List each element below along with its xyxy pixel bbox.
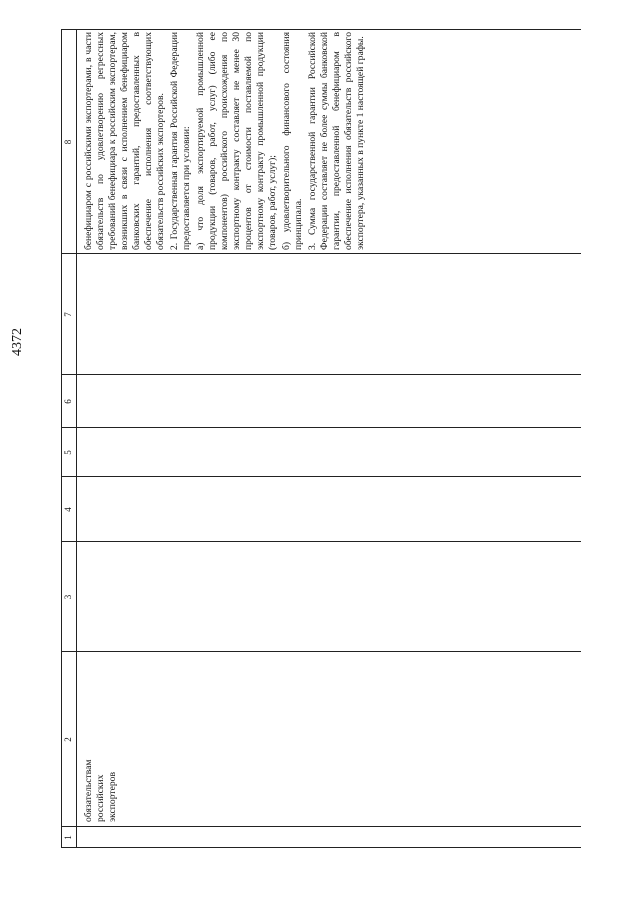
col8-text — [83, 32, 369, 250]
header-cell-3: 3 — [63, 594, 73, 600]
col-border-4 — [61, 541, 581, 542]
col-border-5 — [61, 476, 581, 477]
col8-paragraph: б) удовлетворительного финансового состояния принципала. — [281, 32, 304, 250]
rotated-table — [61, 30, 581, 848]
header-cell-5: 5 — [63, 450, 73, 455]
col-border-8 — [61, 253, 581, 254]
header-cell-1: 1 — [63, 835, 73, 840]
col2-text: обязательствам российских экспортеров — [83, 759, 118, 822]
header-cell-2: 2 — [63, 737, 73, 742]
col-border-1 — [61, 847, 581, 848]
col8-paragraph: 2. Государственная гарантия Российской Федерации предоставляется при условии: — [169, 32, 192, 250]
col-border-7 — [61, 374, 581, 375]
col8-paragraph: бенефициаром с российскими экспортерами, в части обязательств по удовлетворению регрессных требований бенефициара к российским экспортерам, возникших в связи с исполнением бенефициаром банковских гарантий, предоставленных в обеспечение исполнения соответствующих обязательств российских экспортеров. — [83, 32, 166, 250]
col-border-3 — [61, 651, 581, 652]
header-cell-4: 4 — [63, 507, 73, 512]
header-cell-7: 7 — [63, 312, 73, 317]
col-border-6 — [61, 427, 581, 428]
page-number: 4372 — [10, 328, 25, 356]
col-border-end — [61, 29, 581, 30]
col8-paragraph: а) что доля экспортируемой промышленной продукции (товаров, работ, услуг) (либо ее компонентов) российского происхождения по экспортному контракту составляет не менее 30 процентов от стоимости поставляемой по экспортному контракту промышленной продукции (товаров, работ, услуг); — [195, 32, 278, 250]
col-border-2 — [61, 826, 581, 827]
header-cell-8: 8 — [63, 139, 73, 145]
header-cell-6: 6 — [63, 399, 73, 404]
col8-paragraph: 3. Сумма государственной гарантии Российской Федерации составляет не более суммы банковской гарантии, предоставленной бенефициаром в обеспечение исполнения обязательств российского экспортера, указанных в пункте 1 настоящей графы. — [307, 32, 366, 250]
